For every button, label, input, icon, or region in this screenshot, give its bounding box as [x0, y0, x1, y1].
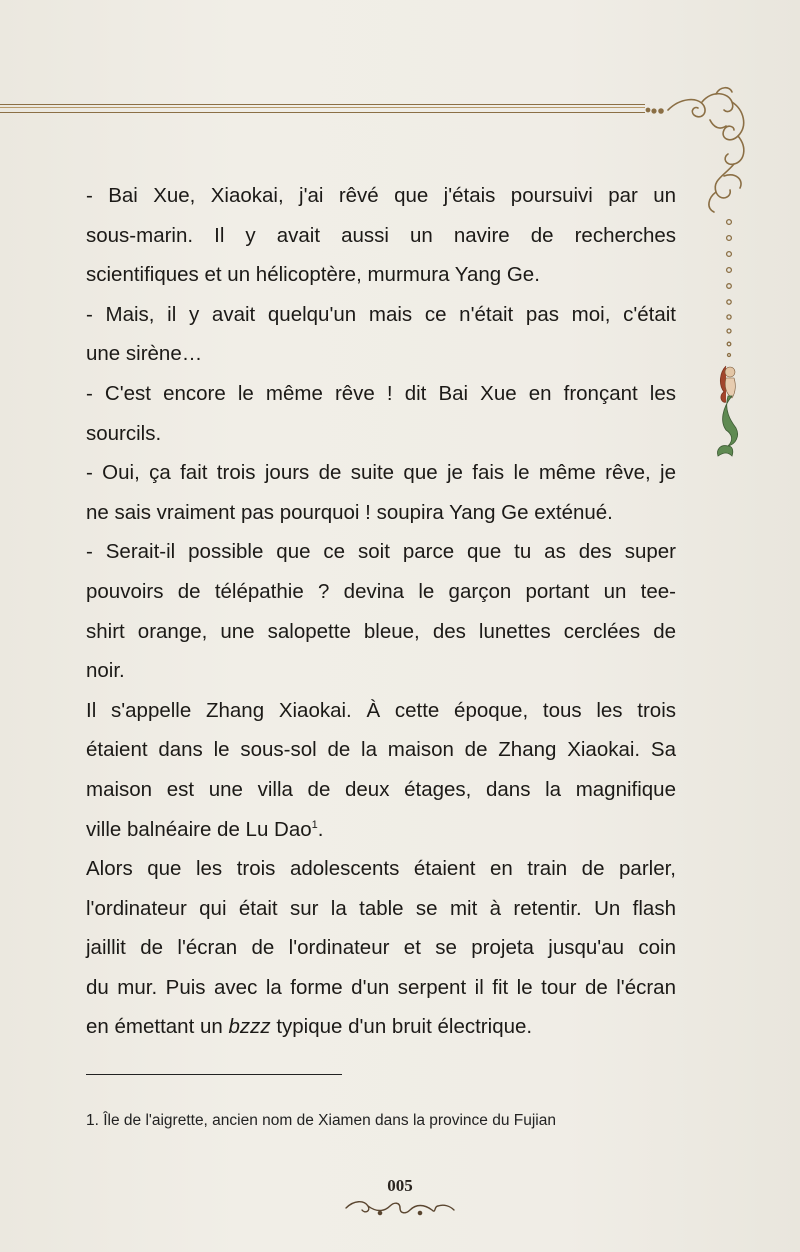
text-line: scientifiques et un hélicoptère, murmura Yang Ge.: [86, 263, 540, 287]
text-line: - Oui, ça fait trois jours de suite que je fais le même rêve, je: [86, 461, 676, 485]
page-number: 005: [387, 1176, 413, 1195]
text-line: - Mais, il y avait quelqu'un mais ce n'était pas moi, c'était: [86, 302, 676, 326]
body-text: [86, 176, 676, 1047]
text-line: jaillit de l'écran de l'ordinateur et se projeta jusqu'au coin: [86, 936, 676, 960]
mermaid-icon: [717, 366, 737, 456]
text-line: noir.: [86, 659, 125, 683]
italic-word: bzzz: [228, 1015, 271, 1039]
footnote: 1. Île de l'aigrette, ancien nom de Xiamen dans la province du Fujian: [86, 1112, 556, 1129]
text-line: étaient dans le sous-sol de la maison de Zhang Xiaokai. Sa: [86, 738, 676, 762]
text-line: l'ordinateur qui était sur la table se mit à retentir. Un flash: [86, 896, 676, 920]
text-line: [86, 810, 676, 850]
text-line: sous-marin. Il y avait aussi un navire de recherches: [86, 223, 676, 247]
text-line: Alors que les trois adolescents étaient en train de parler,: [86, 857, 676, 881]
text-line: - Serait-il possible que ce soit parce que tu as des super: [86, 540, 676, 564]
text-line: sourcils.: [86, 421, 162, 445]
text-line: [86, 1007, 676, 1047]
text-line: ne sais vraiment pas pourquoi ! soupira Yang Ge exténué.: [86, 500, 613, 524]
footnote-marker: 1: [311, 818, 318, 831]
text-line: une sirène…: [86, 342, 203, 366]
text-line: du mur. Puis avec la forme d'un serpent il fit le tour de l'écran: [86, 975, 676, 999]
text-line: pouvoirs de télépathie ? devina le garçon portant un tee-: [86, 579, 676, 603]
text-line: Il s'appelle Zhang Xiaokai. À cette époque, tous les trois: [86, 698, 676, 722]
footnote-rule: [86, 1074, 342, 1075]
bottom-scroll-ornament-icon: [340, 1196, 460, 1220]
text-line: - Bai Xue, Xiaokai, j'ai rêvé que j'étais poursuivi par un: [86, 184, 676, 207]
text-run: typique d'un bruit électrique.: [270, 1015, 533, 1039]
top-decorative-rule: [0, 104, 645, 113]
text-run: .: [317, 817, 324, 841]
text-line: maison est une villa de deux étages, dans la magnifique: [86, 777, 676, 801]
text-run: ville balnéaire de Lu Dao: [86, 817, 312, 841]
text-line: - C'est encore le même rêve ! dit Bai Xue en fronçant les: [86, 381, 676, 405]
text-run: en émettant un: [86, 1015, 229, 1039]
text-line: shirt orange, une salopette bleue, des lunettes cerclées de: [86, 619, 676, 643]
